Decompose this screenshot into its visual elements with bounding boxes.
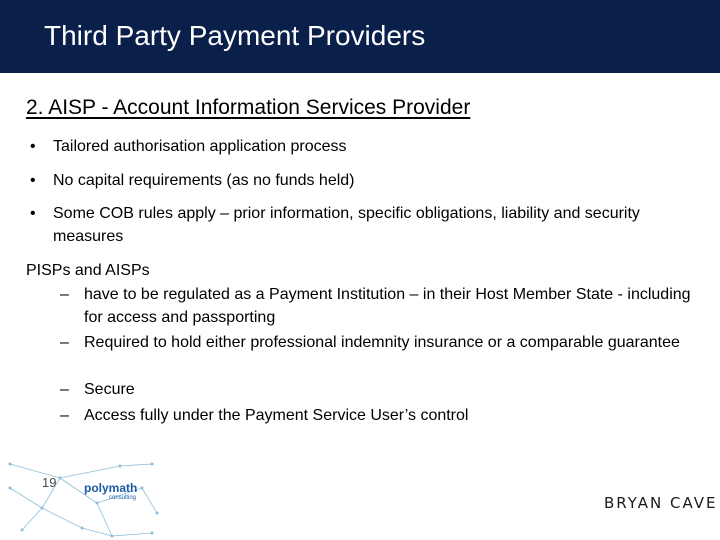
bullet-marker: • [30, 138, 36, 155]
page-number: 19 [42, 475, 57, 490]
dash-marker: – [60, 286, 69, 303]
title-bar [0, 0, 720, 73]
polymath-logo-subtext: consulting [109, 495, 137, 501]
dash-marker: – [60, 334, 69, 351]
bryan-cave-logo: BRYAN CAVE [604, 494, 718, 512]
dash-marker: – [60, 381, 69, 398]
bullet-text: Tailored authorisation application process [53, 138, 347, 155]
bullet-marker: • [30, 172, 36, 189]
sub-item-text: have to be regulated as a Payment Institution – in their Host Member State - including for access and passporting [84, 286, 691, 326]
bullet-text: No capital requirements (as no funds held) [53, 172, 355, 189]
dash-marker: – [60, 407, 69, 424]
bullet-text: Some COB rules apply – prior information, specific obligations, liability and security measures [53, 205, 640, 245]
section-heading: 2. AISP - Account Information Services Provider [26, 96, 471, 119]
sub-item-text: Secure [84, 381, 135, 398]
section-label: PISPs and AISPs [26, 262, 150, 279]
sub-item-text: Access fully under the Payment Service User’s control [84, 407, 469, 424]
polymath-logo-text: polymath [84, 481, 138, 495]
sub-item-text: Required to hold either professional indemnity insurance or a comparable guarantee [84, 334, 680, 351]
bullet-marker: • [30, 205, 36, 222]
network-logo-graphic [2, 458, 162, 540]
slide-title: Third Party Payment Providers [44, 20, 426, 51]
